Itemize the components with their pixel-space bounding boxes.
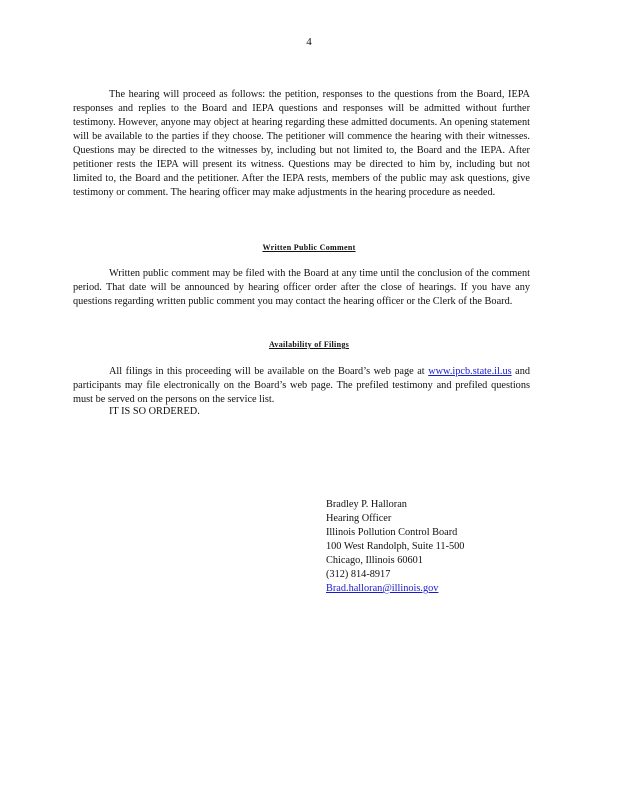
hearing-procedure-paragraph: The hearing will proceed as follows: the petition, responses to the questions from the Board, IEPA responses and replies to the Board and IEPA questions and responses will be admitted without further testimony. However, anyone may object at hearing regarding these admitted documents. An opening statement will be available to the parties if they choose. The petitioner will commence the hearing with their witnesses. Questions may be directed to the witnesses by, including but not limited to, the Board and the IEPA. After petitioner rests the IEPA will present its witness. Questions may be directed to him by, including but not limited to, the Board and the petitioner. After the IEPA rests, members of the public may ask questions, give testimony or comment. The hearing officer may make adjustments in the hearing procedure as needed. (73, 89, 530, 198)
availability-of-filings-paragraph (73, 365, 530, 407)
board-website-link[interactable]: www.ipcb.state.il.us (428, 366, 512, 377)
signer-name: Bradley P. Halloran (326, 499, 407, 510)
signer-organization: Illinois Pollution Control Board (326, 527, 458, 538)
written-public-comment-heading: Written Public Comment (262, 243, 356, 252)
signer-address-line1: 100 West Randolph, Suite 11-500 (326, 541, 465, 552)
signer-email-link[interactable]: Brad.halloran@illinois.gov (326, 583, 439, 594)
page-number: 4 (306, 36, 312, 48)
signer-phone: (312) 814-8917 (326, 569, 391, 580)
signer-title: Hearing Officer (326, 513, 392, 524)
filings-text-after: and participants may file electronically on the Board’s web page. The prefiled testimony and prefiled questions must be served on the persons on the service list. (73, 366, 531, 405)
signer-address-line2: Chicago, Illinois 60601 (326, 555, 423, 566)
filings-text-before: All filings in this proceeding will be available on the Board’s web page at (109, 366, 425, 377)
availability-of-filings-heading: Availability of Filings (268, 340, 350, 349)
so-ordered-statement: IT IS SO ORDERED. (109, 406, 200, 417)
signature-block (326, 498, 464, 596)
written-public-comment-paragraph: Written public comment may be filed with the Board at any time until the conclusion of the comment period. That date will be announced by hearing officer order after the close of hearings. If you have any questions regarding written public comment you may contact the hearing officer or the Clerk of the Board. (73, 268, 530, 307)
